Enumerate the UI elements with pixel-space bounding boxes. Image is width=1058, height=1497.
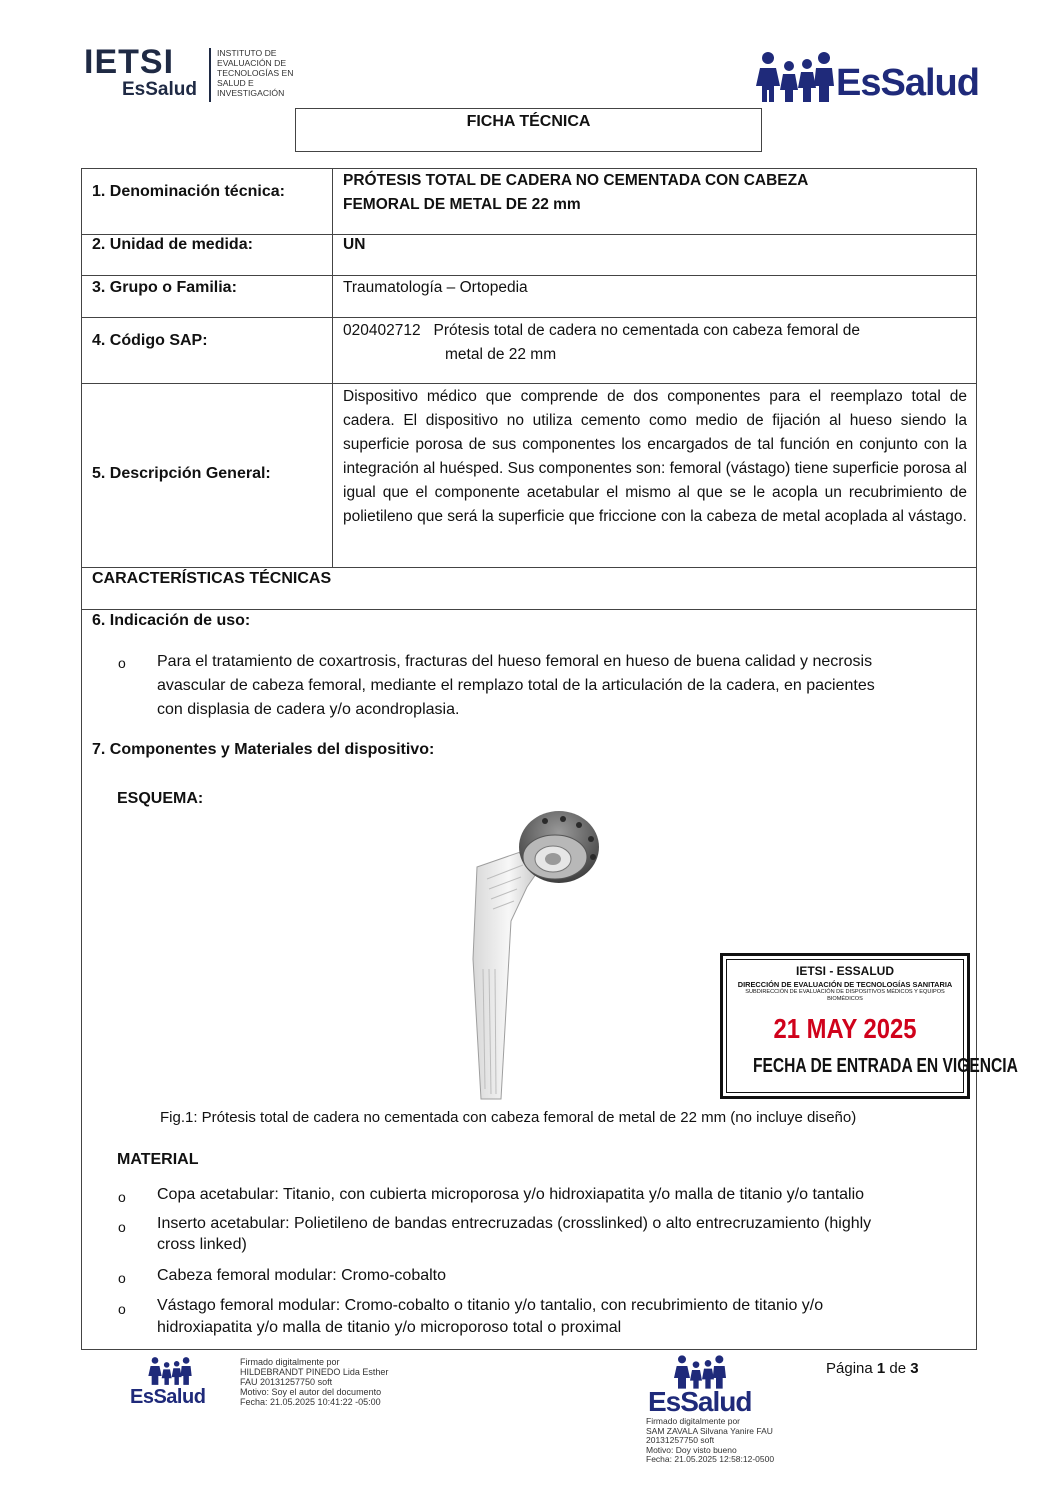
codigo-sap-label: 4. Código SAP:: [92, 332, 208, 349]
row-divider: [82, 275, 976, 276]
material-item-cabeza: Cabeza femoral modular: Cromo-cobalto: [157, 1267, 447, 1284]
bullet-marker: o: [118, 1219, 126, 1235]
column-divider: [332, 169, 333, 567]
ietsi-logo-sub: EsSalud: [122, 79, 197, 100]
digital-signature-1: Firmado digitalmente por HILDEBRANDT PINEDO Lida Esther FAU 20131257750 soft Motivo: Soy el autor del documento Fecha: 21.05.2025 10:41:22 -05:00: [240, 1357, 389, 1407]
sap-description-line2: metal de 22 mm: [445, 346, 557, 363]
family-icon: [756, 50, 834, 104]
footer-essalud-logo-center: [646, 1354, 756, 1418]
denominacion-value: PRÓTESIS TOTAL DE CADERA NO CEMENTADA CON CABEZA FEMORAL DE METAL DE 22 mm: [343, 172, 809, 213]
family-icon: [148, 1356, 192, 1386]
stamp-subdirection: SUBDIRECCIÓN DE EVALUACIÓN DE DISPOSITIVOS MÉDICOS Y EQUIPOS BIOMÉDICOS: [745, 989, 945, 1002]
material-item-inserto: Inserto acetabular: Polietileno de bandas entrecruzadas (crosslinked) o alto entrecruzamiento (highly cross linked): [157, 1215, 872, 1253]
row-divider: [82, 609, 976, 610]
descripcion-label: 5. Descripción General:: [92, 465, 271, 482]
sap-description-line1: Prótesis total de cadera no cementada con cabeza femoral de: [433, 322, 861, 339]
row-divider: [82, 317, 976, 318]
digital-signature-2: Firmado digitalmente por SAM ZAVALA Silvana Yanire FAU 20131257750 soft Motivo: Doy visto bueno Fecha: 21.05.2025 12:58:12-0500: [646, 1416, 775, 1464]
sap-code: 020402712: [343, 322, 421, 339]
codigo-sap-value: [343, 319, 860, 367]
unidad-label: 2. Unidad de medida:: [92, 236, 253, 253]
row-divider: [82, 383, 976, 384]
figure-caption: Fig.1: Prótesis total de cadera no cementada con cabeza femoral de metal de 22 mm (no incluye diseño): [160, 1109, 857, 1126]
row-divider: [82, 234, 976, 235]
row-divider: [82, 567, 976, 568]
technical-sheet-table: [81, 168, 1018, 1350]
footer-essalud-logo-left: [130, 1356, 214, 1412]
stamp-title: IETSI - ESSALUD: [795, 964, 894, 978]
ietsi-logo: [84, 44, 304, 106]
bullet-marker: o: [118, 1270, 126, 1286]
denominacion-label: 1. Denominación técnica:: [92, 183, 285, 200]
bullet-marker: o: [118, 655, 126, 671]
material-heading: MATERIAL: [117, 1151, 199, 1168]
descripcion-value: Dispositivo médico que comprende de dos componentes para el reemplazo total de cadera. El dispositivo no utiliza cemento como medio de fijación al hueso siendo la superficie porosa de sus componentes los encargados de tal función en conjunto con la integración al huésped. Sus componentes son: femoral (vástago) tiene superficie porosa al igual que el componente acetabular el mismo al que se le acopla un recubrimiento de polietileno que será la superficie que friccione con la cabeza de metal acoplada al vástago.: [343, 388, 967, 525]
ietsi-logo-mark: IETSI: [84, 43, 175, 81]
essalud-logo: [756, 50, 984, 106]
material-item-vastago: Vástago femoral modular: Cromo-cobalto o titanio y/o tantalio, con recubrimiento de titanio y/o hidroxiapatita y/o malla de titanio y/o microporoso total o proximal: [157, 1297, 824, 1336]
indicacion-text: Para el tratamiento de coxartrosis, fracturas del hueso femoral en hueso de buena calidad y necrosis avascular de cabeza femoral, mediante el remplazo total de la articulación de la cadera, en pacientes con displasia de cadera y/o acondroplasia.: [157, 653, 875, 718]
footer-essalud-wordmark: EsSalud: [130, 1386, 206, 1408]
family-icon: [670, 1354, 730, 1390]
unidad-value: UN: [343, 236, 366, 253]
page-number: Página 1 de 3: [826, 1360, 919, 1377]
indicacion-heading: 6. Indicación de uso:: [92, 612, 251, 629]
grupo-label: 3. Grupo o Familia:: [92, 279, 237, 296]
ietsi-institute-text: INSTITUTO DE EVALUACIÓN DE TECNOLOGÍAS EN SALUD E INVESTIGACIÓN: [217, 48, 294, 98]
document-title: FICHA TÉCNICA: [295, 108, 762, 152]
validity-stamp: [720, 953, 1018, 1099]
material-item-copa: Copa acetabular: Titanio, con cubierta microporosa y/o hidroxiapatita y/o malla de titanio y/o tantalio: [157, 1186, 865, 1203]
stamp-direction: DIRECCIÓN DE EVALUACIÓN DE TECNOLOGÍAS SANITARIA: [737, 980, 953, 989]
stamp-date: 21 MAY 2025: [773, 1013, 917, 1044]
bullet-marker: o: [118, 1189, 126, 1205]
hip-prosthesis-illustration: [467, 809, 602, 1104]
componentes-heading: 7. Componentes y Materiales del dispositivo:: [92, 741, 435, 758]
bullet-marker: o: [118, 1301, 126, 1317]
footer-essalud-wordmark: EsSalud: [648, 1386, 752, 1417]
stamp-footer: FECHA DE ENTRADA EN VIGENCIA: [752, 1055, 1018, 1077]
ietsi-logo-divider: [209, 48, 211, 102]
esquema-heading: ESQUEMA:: [117, 790, 204, 807]
essalud-wordmark: EsSalud: [836, 62, 979, 104]
grupo-value: Traumatología – Ortopedia: [343, 279, 528, 296]
stamp-inner-border: [726, 959, 1018, 1093]
caracteristicas-heading: CARACTERÍSTICAS TÉCNICAS: [92, 570, 332, 587]
